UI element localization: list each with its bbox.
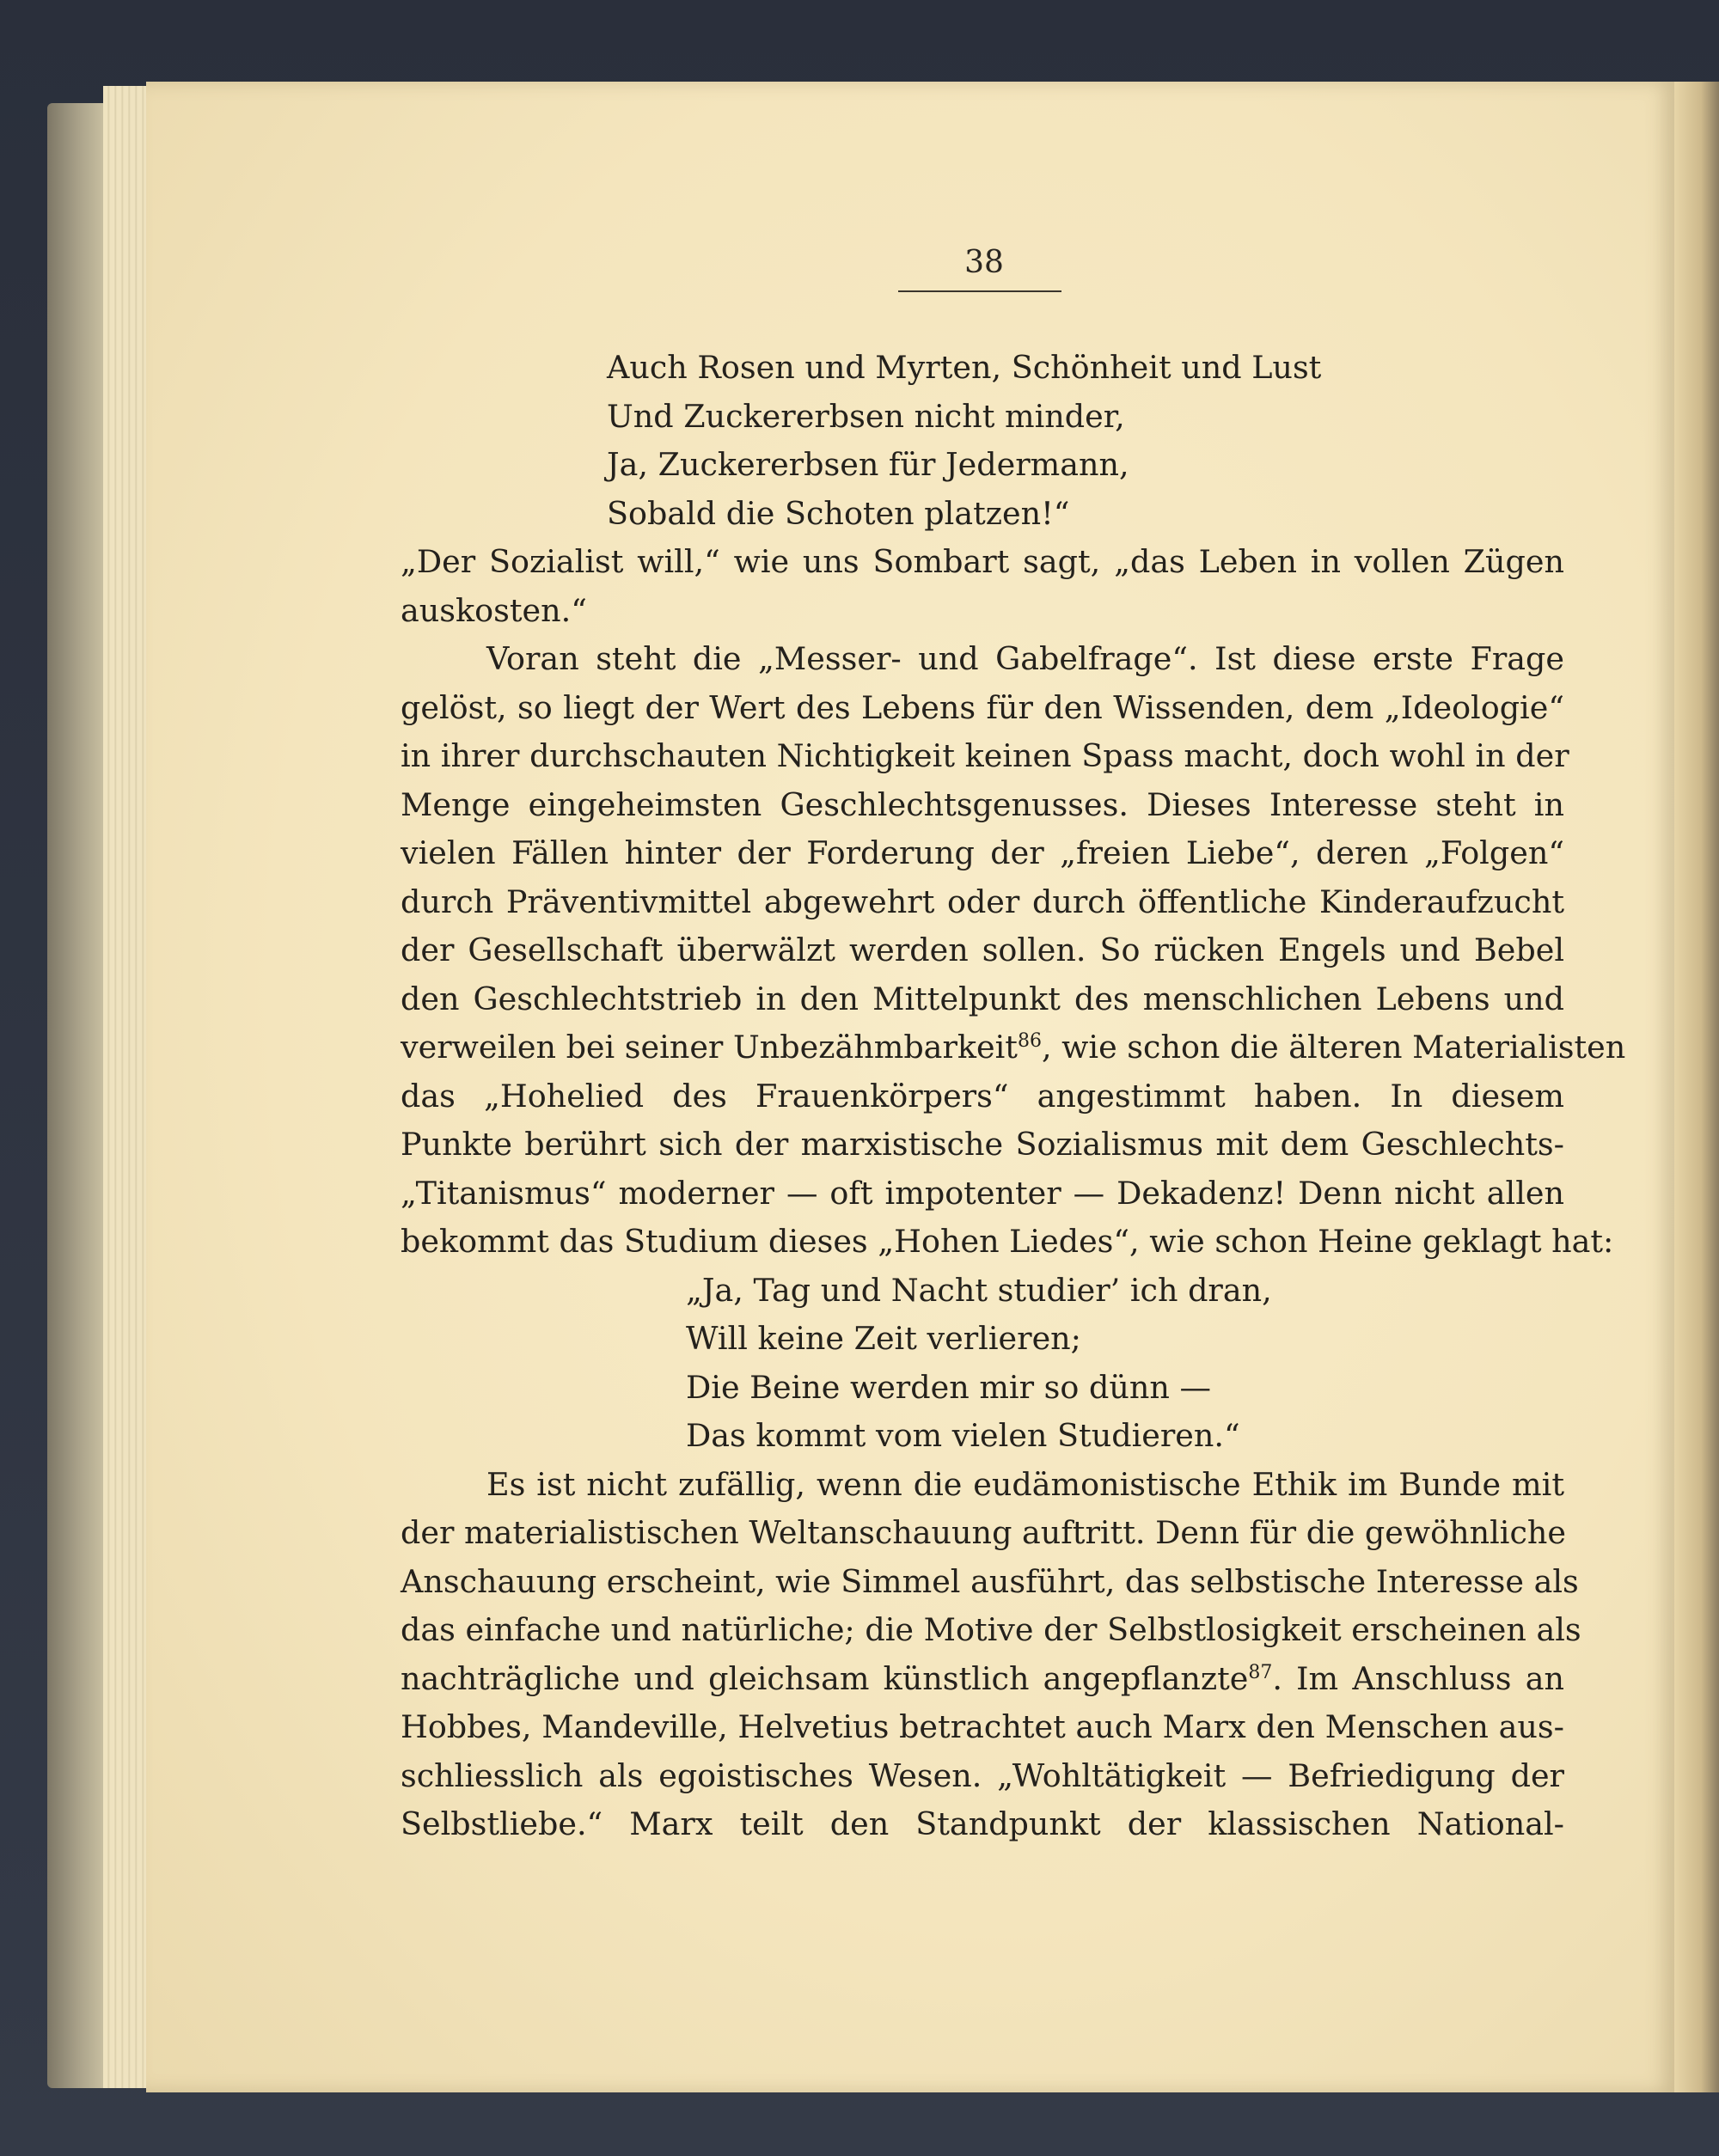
text-line: „Der Sozialist will,“ wie uns Sombart sagt, „das Leben in vollen Zügen: [401, 543, 1564, 580]
text-line: Punkte berührt sich der marxistische Sozialismus mit dem Geschlechts-: [401, 1126, 1564, 1163]
verse-line: Auch Rosen und Myrten, Schönheit und Lust: [607, 349, 1322, 386]
text-segment: nachträgliche und gleichsam künstlich angepflanzte: [401, 1659, 1249, 1697]
footnote-ref-86: 86: [1017, 1029, 1042, 1052]
text-line-with-footnote: [401, 1023, 1626, 1072]
text-line: das „Hohelied des Frauenkörpers“ angestimmt haben. In diesem: [401, 1077, 1564, 1115]
verse-line: Sobald die Schoten platzen!“: [607, 494, 1070, 532]
text-line: durch Präventivmittel abgewehrt oder durch öffentliche Kinderaufzucht: [401, 883, 1564, 920]
text-line: das einfache und natürliche; die Motive der Selbstlosigkeit erscheinen als: [401, 1611, 1581, 1648]
text-line: „Titanismus“ moderner — oft impotenter — Dekadenz! Denn nicht allen: [401, 1174, 1564, 1212]
text-line: Anschauung erscheint, wie Simmel ausführt, das selbstische Interesse als: [401, 1562, 1579, 1600]
text-line: bekommt das Studium dieses „Hohen Liedes“, wie schon Heine geklagt hat:: [401, 1223, 1614, 1260]
page-body: [401, 344, 1626, 1849]
text-segment: . Im Anschluss an: [1272, 1659, 1564, 1697]
footnote-ref-87: 87: [1248, 1661, 1273, 1683]
text-line: Selbstliebe.“ Marx teilt den Standpunkt der klassischen National-: [401, 1805, 1564, 1842]
paragraph-first-line: Es ist nicht zufällig, wenn die eudämonistische Ethik im Bunde mit: [486, 1465, 1564, 1503]
facing-page-edge: [1674, 82, 1719, 2092]
header-rule: [898, 290, 1061, 292]
verse-line: Ja, Zuckererbsen für Jedermann,: [607, 446, 1129, 483]
text-line: auskosten.“: [401, 591, 587, 629]
verse-line: Die Beine werden mir so dünn —: [686, 1368, 1211, 1406]
text-line: schliesslich als egoistisches Wesen. „Wohltätigkeit — Befriedigung der: [401, 1756, 1564, 1794]
paragraph-first-line: Voran steht die „Messer- und Gabelfrage“. Ist diese erste Frage: [486, 640, 1564, 677]
text-line: den Geschlechtstrieb in den Mittelpunkt des menschlichen Lebens und: [401, 980, 1564, 1017]
text-line: vielen Fällen hinter der Forderung der „freien Liebe“, deren „Folgen“: [401, 834, 1564, 871]
text-line: in ihrer durchschauten Nichtigkeit keinen Spass macht, doch wohl in der: [401, 737, 1569, 774]
text-line: gelöst, so liegt der Wert des Lebens für den Wissenden, dem „Ideologie“: [401, 688, 1564, 726]
text-segment: , wie schon die älteren Materialisten: [1041, 1029, 1626, 1066]
verse-line: „Ja, Tag und Nacht studier’ ich dran,: [686, 1271, 1272, 1309]
text-line: der materialistischen Weltanschauung auftritt. Denn für die gewöhnliche: [401, 1514, 1567, 1551]
text-line-with-footnote: [401, 1655, 1564, 1704]
verse-line: Das kommt vom vielen Studieren.“: [686, 1417, 1240, 1454]
verse-line: Will keine Zeit verlieren;: [686, 1320, 1081, 1357]
page-number: 38: [964, 245, 1004, 280]
text-line: Menge eingeheimsten Geschlechtsgenusses. Dieses Interesse steht in: [401, 785, 1564, 823]
text-line: Hobbes, Mandeville, Helvetius betrachtet auch Marx den Menschen aus-: [401, 1708, 1564, 1745]
text-segment: verweilen bei seiner Unbezähmbarkeit: [401, 1029, 1018, 1066]
text-line: der Gesellschaft überwälzt werden sollen. So rücken Engels und Bebel: [401, 931, 1564, 968]
verse-line: Und Zuckererbsen nicht minder,: [607, 397, 1125, 435]
